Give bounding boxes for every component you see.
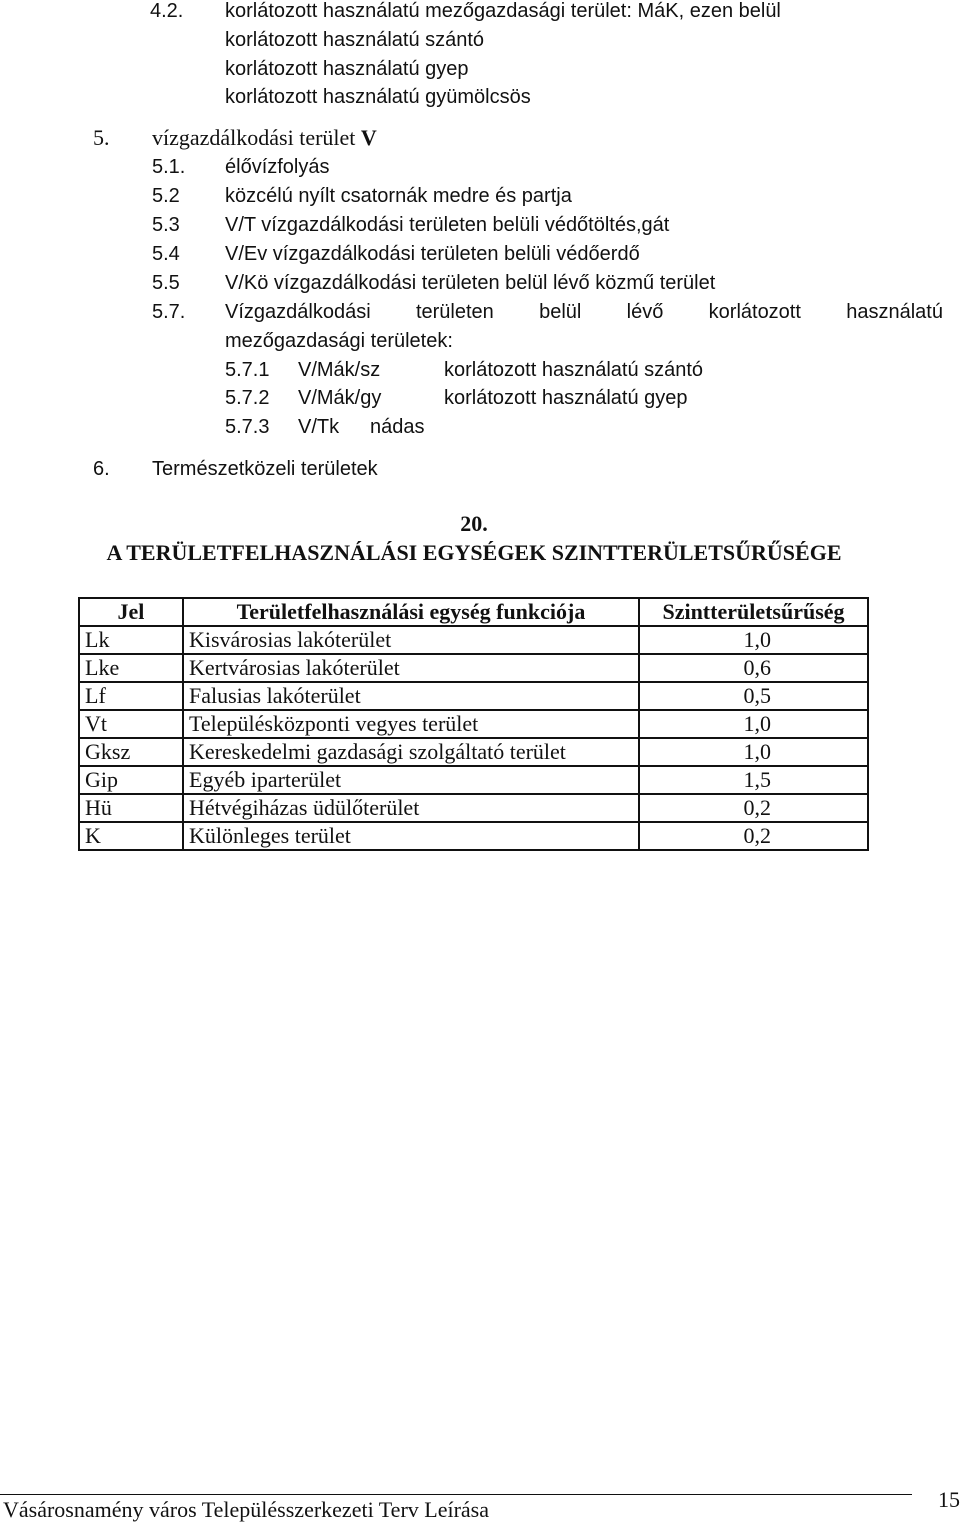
section-5-item-text: élővízfolyás bbox=[225, 156, 330, 178]
subitem-number: 5.7.3 bbox=[225, 416, 270, 438]
subitem-code: V/Mák/sz bbox=[298, 359, 381, 381]
section-5-7-word: területen bbox=[415, 301, 494, 323]
cell-ratio: 1,0 bbox=[639, 738, 868, 766]
cell-code: Lke bbox=[79, 654, 183, 682]
table-row bbox=[79, 654, 868, 682]
table-header-row bbox=[79, 598, 868, 626]
cell-ratio: 1,0 bbox=[639, 626, 868, 654]
table-row bbox=[79, 766, 868, 794]
section-5-7-word: használatú bbox=[846, 301, 943, 323]
section-6-text: Természetközeli területek bbox=[152, 458, 378, 480]
cell-code: Gip bbox=[79, 766, 183, 794]
section-5-7-word: Vízgazdálkodási bbox=[225, 301, 371, 323]
cell-function: Településközponti vegyes terület bbox=[183, 710, 639, 738]
subitem-code: V/Mák/gy bbox=[298, 387, 382, 409]
cell-ratio: 1,5 bbox=[639, 766, 868, 794]
cell-function: Hétvégiházas üdülőterület bbox=[183, 794, 639, 822]
section-4-2-item: korlátozott használatú gyep bbox=[225, 58, 469, 80]
section-5-item-number: 5.4 bbox=[152, 243, 180, 265]
table-row bbox=[79, 626, 868, 654]
subitem-text: korlátozott használatú gyep bbox=[444, 387, 688, 409]
section-5-item-number: 5.2 bbox=[152, 185, 180, 207]
subitem-text: nádas bbox=[370, 416, 425, 438]
section-5-7-number: 5.7. bbox=[152, 301, 186, 323]
footer-divider bbox=[0, 1494, 912, 1495]
section-5-heading-code: V bbox=[360, 125, 377, 150]
cell-code: Lk bbox=[79, 626, 183, 654]
section-5-item-number: 5.3 bbox=[152, 214, 180, 236]
cell-ratio: 0,2 bbox=[639, 822, 868, 850]
section-4-2-item: korlátozott használatú szántó bbox=[225, 29, 485, 51]
section-5-7-word: korlátozott bbox=[708, 301, 801, 323]
section-5-7-word: lévő bbox=[626, 301, 664, 323]
cell-ratio: 0,2 bbox=[639, 794, 868, 822]
table-row bbox=[79, 738, 868, 766]
chapter-number: 20. bbox=[460, 511, 488, 536]
cell-code: Lf bbox=[79, 682, 183, 710]
section-5-item-text: V/Ev vízgazdálkodási területen belüli védőerdő bbox=[225, 243, 640, 265]
subitem-number: 5.7.1 bbox=[225, 359, 270, 381]
section-5-heading-text: vízgazdálkodási terület bbox=[152, 125, 356, 150]
cell-function: Falusias lakóterület bbox=[183, 682, 639, 710]
header-code: Jel bbox=[79, 598, 183, 626]
cell-function: Egyéb iparterület bbox=[183, 766, 639, 794]
header-ratio: Szintterületsűrűség bbox=[639, 598, 868, 626]
section-5-item-number: 5.1. bbox=[152, 156, 186, 178]
page-number: 15 bbox=[938, 1487, 960, 1512]
section-4-2-item: korlátozott használatú gyümölcsös bbox=[225, 86, 531, 108]
section-5-7-word: belül bbox=[539, 301, 582, 323]
table-row bbox=[79, 682, 868, 710]
chapter-title: A TERÜLETFELHASZNÁLÁSI EGYSÉGEK SZINTTERÜLETSŰRŰSÉGE bbox=[106, 540, 842, 565]
section-4-2-number: 4.2. bbox=[150, 0, 184, 22]
floor-area-ratio-table bbox=[78, 597, 869, 851]
cell-function: Kertvárosias lakóterület bbox=[183, 654, 639, 682]
cell-code: Hü bbox=[79, 794, 183, 822]
section-5-item-text: V/Kö vízgazdálkodási területen belül lévő közmű terület bbox=[225, 272, 716, 294]
cell-ratio: 1,0 bbox=[639, 710, 868, 738]
cell-function: Kisvárosias lakóterület bbox=[183, 626, 639, 654]
subitem-code: V/Tk bbox=[298, 416, 340, 438]
section-5-item-text: V/T vízgazdálkodási területen belüli védőtöltés,gát bbox=[225, 214, 670, 236]
section-4-2-heading: korlátozott használatú mezőgazdasági terület: MáK, ezen belül bbox=[225, 0, 781, 22]
section-5-7-line1 bbox=[225, 298, 943, 326]
section-5-number: 5. bbox=[93, 125, 110, 150]
cell-code: Gksz bbox=[79, 738, 183, 766]
header-function: Területfelhasználási egység funkciója bbox=[183, 598, 639, 626]
section-5-heading bbox=[152, 124, 377, 152]
footer-text: Vásárosnamény város Településszerkezeti Terv Leírása bbox=[3, 1497, 490, 1522]
subitem-text: korlátozott használatú szántó bbox=[444, 359, 704, 381]
subitem-number: 5.7.2 bbox=[225, 387, 270, 409]
section-5-7-line2: mezőgazdasági területek: bbox=[225, 330, 453, 352]
cell-ratio: 0,5 bbox=[639, 682, 868, 710]
cell-function: Kereskedelmi gazdasági szolgáltató terület bbox=[183, 738, 639, 766]
cell-code: Vt bbox=[79, 710, 183, 738]
table-row bbox=[79, 822, 868, 850]
cell-function: Különleges terület bbox=[183, 822, 639, 850]
cell-ratio: 0,6 bbox=[639, 654, 868, 682]
section-6-number: 6. bbox=[93, 458, 110, 480]
section-5-item-number: 5.5 bbox=[152, 272, 180, 294]
cell-code: K bbox=[79, 822, 183, 850]
table-row bbox=[79, 794, 868, 822]
table-row bbox=[79, 710, 868, 738]
section-5-item-text: közcélú nyílt csatornák medre és partja bbox=[225, 185, 572, 207]
